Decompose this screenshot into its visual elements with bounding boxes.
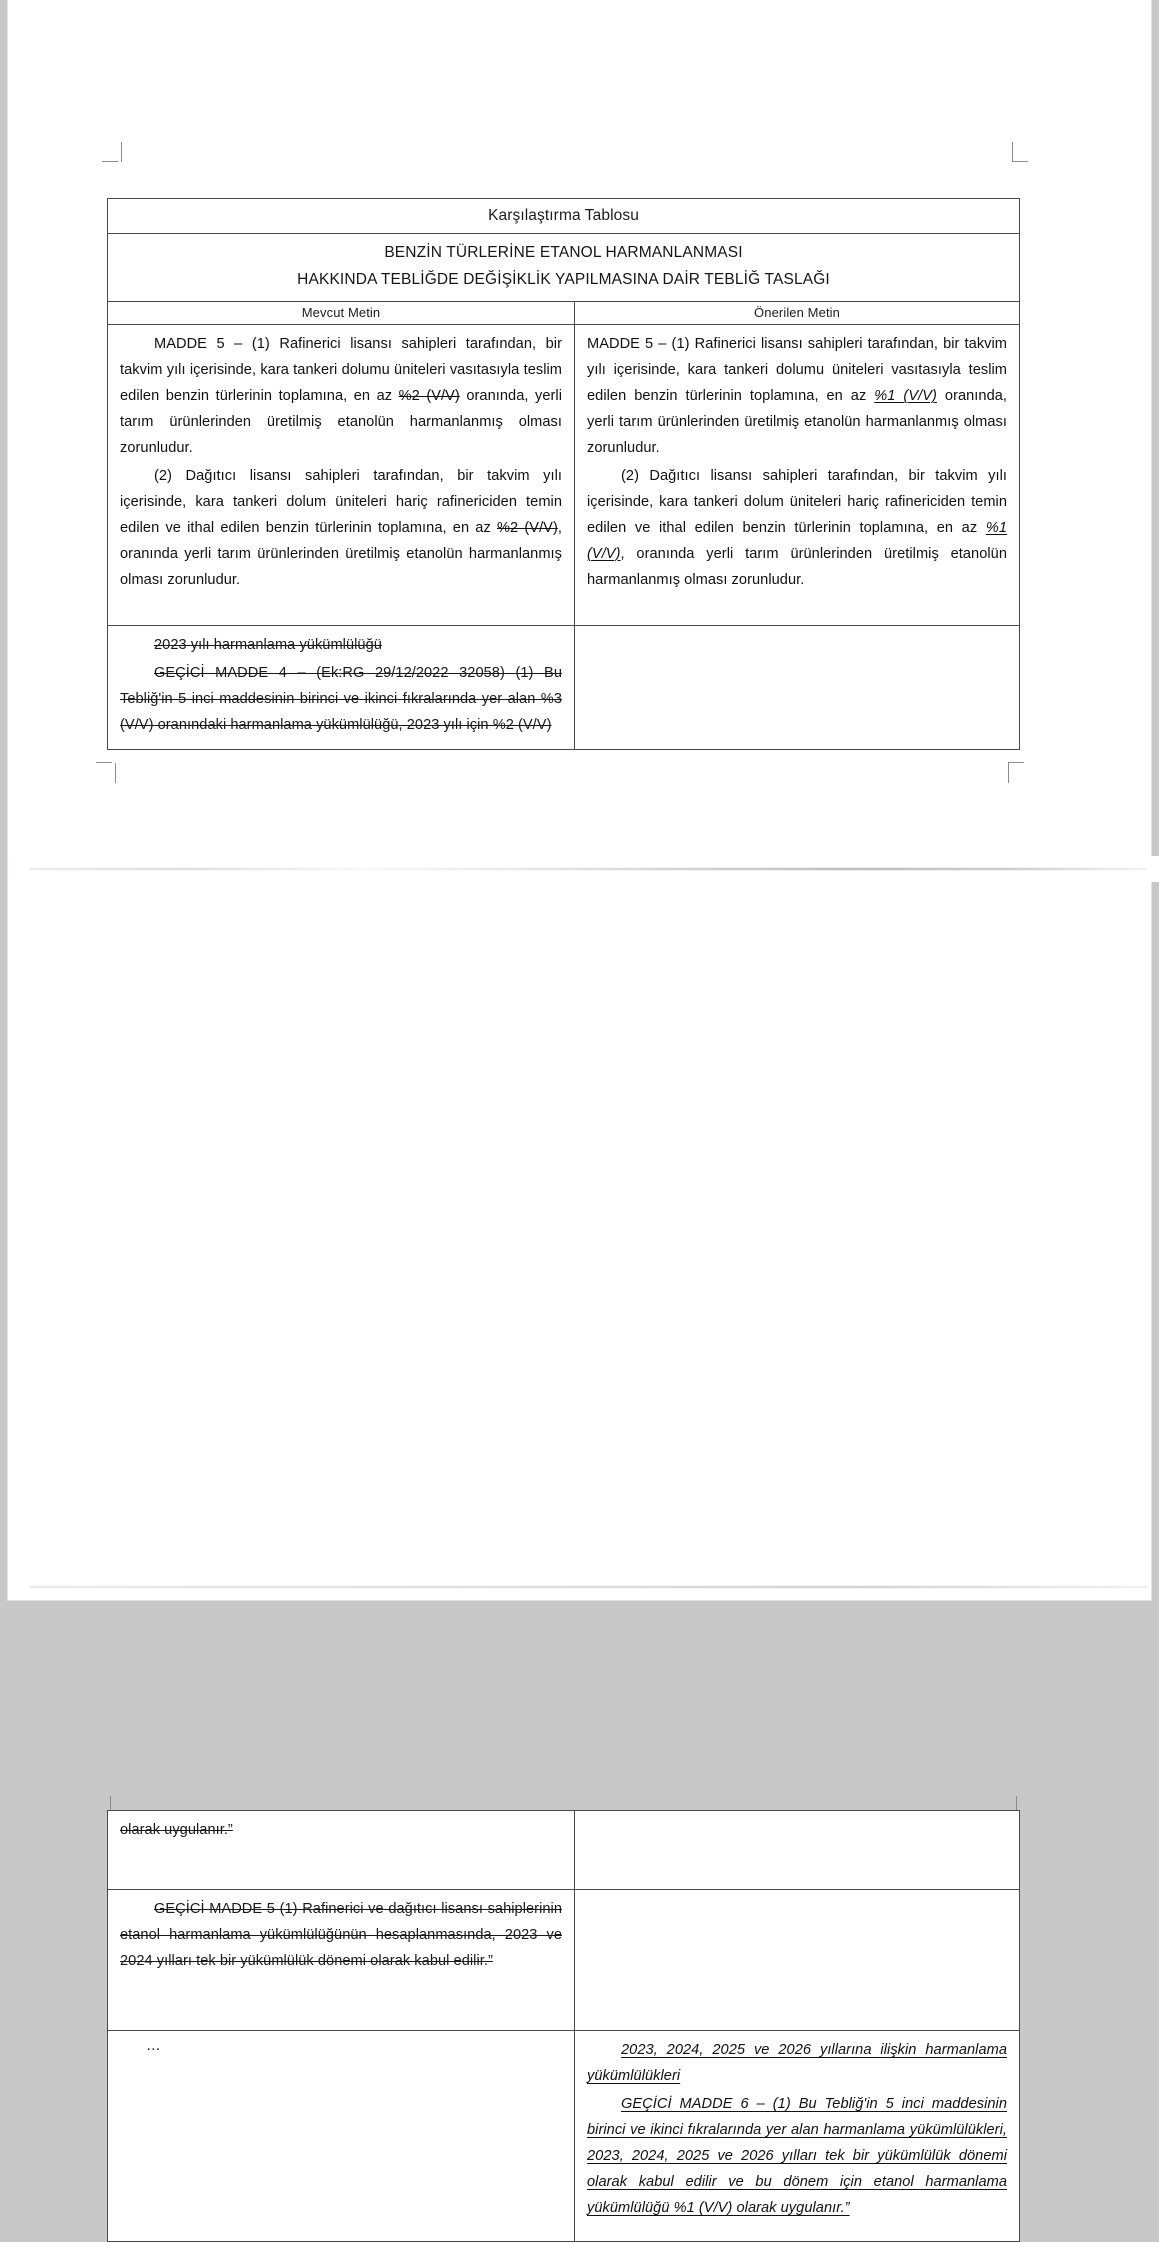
crop-mark-bottom-right-icon	[1008, 762, 1028, 782]
table-row	[108, 1811, 1020, 1890]
current-madde5-p1-struck-ratio: %2 (V/V)	[398, 387, 460, 404]
column-header-proposed-cell	[575, 302, 1020, 325]
current-madde5-p2-struck-ratio: %2 (V/V)	[497, 519, 558, 536]
table-subtitle-row	[108, 234, 1020, 302]
proposed-madde5-p2-inserted-ratio: %1 (V/V)	[587, 519, 1008, 562]
crop-mark-bottom-left-icon	[96, 762, 116, 782]
deleted-body-gecici-madde5	[120, 1897, 562, 1975]
proposed-madde5-p1-before: MADDE 5 – (1) Rafinerici lisansı sahipleri tarafından, bir takvim yılı içerisinde, kara tankeri dolumu üniteleri vasıtasıyla teslim edilen benzin türlerinin toplamına, en az	[587, 336, 1008, 404]
proposed-madde5-p2-before: (2) Dağıtıcı lisansı sahipleri tarafından, bir takvim yılı içerisinde, kara tankeri dolum üniteleri hariç rafinericiden temin edilen ve ithal edilen benzin türlerinin toplamına, en az	[587, 467, 1008, 536]
deleted-heading-gecici-madde4	[120, 633, 562, 659]
ellipsis-marker: …	[146, 2038, 162, 2054]
proposed-madde5-p1-inserted-ratio: %1 (V/V)	[874, 387, 937, 404]
document-page-2	[8, 880, 1151, 2216]
table-row	[108, 325, 1020, 626]
table-title-row	[108, 199, 1020, 234]
proposed-text-cell-gecici-madde4-empty	[575, 626, 1020, 750]
deleted-continuation-line	[120, 1818, 562, 1844]
current-text-cell-olarak-uygulanir	[108, 1811, 575, 1890]
scanned-document-sheet	[8, 0, 1151, 2216]
comparison-table-page-2	[107, 1810, 1020, 2242]
deleted-heading-gecici-madde4-text: 2023 yılı harmanlama yükümlülüğü	[154, 637, 382, 653]
column-headers-row	[108, 302, 1020, 325]
proposed-madde5-p2-after: , oranında yerli tarım ürünlerinden üretilmiş etanolün harmanlanmış olması zorunludur.	[587, 545, 1008, 588]
column-header-current: Mevcut Metin	[301, 305, 381, 320]
inserted-heading-gecici-madde6	[587, 2038, 1007, 2090]
proposed-text-cell-madde5	[575, 325, 1020, 626]
current-text-cell-gecici-madde5	[108, 1890, 575, 2031]
current-madde5-paragraph-1	[120, 332, 562, 462]
current-text-cell-gecici-madde4	[108, 626, 575, 750]
page-separator-artifact	[16, 856, 1159, 882]
document-page-1	[8, 0, 1151, 860]
proposed-madde5-paragraph-2	[587, 464, 1007, 594]
deleted-continuation-text: olarak uygulanır.”	[120, 1822, 233, 1838]
current-text-cell-ellipsis	[108, 2031, 575, 2242]
current-madde5-paragraph-2	[120, 464, 562, 594]
subtitle-line-1: BENZİN TÜRLERİNE ETANOL HARMANLANMASI	[384, 244, 743, 262]
crop-mark-top-left-icon	[102, 142, 122, 162]
proposed-text-cell-empty-1	[575, 1811, 1020, 1890]
current-madde5-p1-before: MADDE 5 – (1) Rafinerici lisansı sahipleri tarafından, bir takvim yılı içerisinde, kara tankeri dolumu üniteleri vasıtasıyla teslim edilen benzin türlerinin toplamına, en az	[120, 336, 562, 404]
crop-mark-top-right-icon	[1012, 142, 1032, 162]
inserted-body-gecici-madde6-text: GEÇİCİ MADDE 6 – (1) Bu Tebliğ'in 5 inci maddesinin birinci ve ikinci fıkralarında yer alan harmanlama yükümlülükleri, 2023, 2024, 2025 ve 2026 yılları tek bir yükümlülük dönemi olarak kabul edilir ve bu dönem için etanol harmanlama yükümlülüğü %1 (V/V) olarak uygulanır.”	[587, 2095, 1007, 2216]
page-title: Karşılaştırma Tablosu	[488, 207, 639, 224]
current-text-cell-madde5	[108, 325, 575, 626]
deleted-body-gecici-madde4	[120, 661, 562, 739]
proposed-madde5-paragraph-1	[587, 332, 1007, 462]
proposed-madde5-p1-after: oranında, yerli tarım ürünlerinden üretilmiş etanolün harmanlanmış olması zorunludur.	[587, 387, 1008, 456]
inserted-heading-gecici-madde6-text: 2023, 2024, 2025 ve 2026 yıllarına ilişkin harmanlama yükümlülükleri	[587, 2042, 1007, 2084]
proposed-text-cell-empty-2	[575, 1890, 1020, 2031]
table-subtitle-cell	[108, 234, 1020, 302]
table-title-cell	[108, 199, 1020, 234]
column-header-proposed: Önerilen Metin	[754, 305, 840, 320]
deleted-body-gecici-madde4-text: GEÇİCİ MADDE 4 – (Ek:RG 29/12/2022 32058) (1) Bu Tebliğ'in 5 inci maddesinin birinci ve ikinci fıkralarında yer alan %3 (V/V) oranındaki harmanlama yükümlülüğü, 2023 yılı için %2 (V/V)	[120, 664, 562, 733]
current-madde5-p2-after: , oranında yerli tarım ürünlerinden üretilmiş etanolün harmanlanmış olması zorunludur.	[120, 519, 562, 588]
table-row	[108, 1890, 1020, 2031]
proposed-text-cell-gecici-madde6	[575, 2031, 1020, 2242]
bottom-scan-artifact	[16, 1586, 1159, 1590]
column-header-current-cell	[108, 302, 575, 325]
current-madde5-p1-after: oranında, yerli tarım ürünlerinden üretilmiş etanolün harmanlanmış olması zorunludur.	[120, 387, 562, 456]
table-row	[108, 2031, 1020, 2242]
deleted-body-gecici-madde5-text: GEÇİCİ MADDE 5 (1) Rafinerici ve dağıtıcı lisansı sahiplerinin etanol harmanlama yükümlülüğünün hesaplanmasında, 2023 ve 2024 yılları tek bir yükümlülük dönemi olarak kabul edilir.”	[120, 1901, 562, 1969]
comparison-table-page-1	[107, 198, 1020, 750]
subtitle-line-2: HAKKINDA TEBLİĞDE DEĞİŞİKLİK YAPILMASINA DAİR TEBLİĞ TASLAĞI	[297, 271, 830, 288]
table-row	[108, 626, 1020, 750]
inserted-body-gecici-madde6	[587, 2092, 1007, 2222]
current-madde5-p2-before: (2) Dağıtıcı lisansı sahipleri tarafından, bir takvim yılı içerisinde, kara tankeri dolum üniteleri hariç rafinericiden temin edilen ve ithal edilen benzin türlerinin toplamına, en az	[120, 467, 562, 536]
